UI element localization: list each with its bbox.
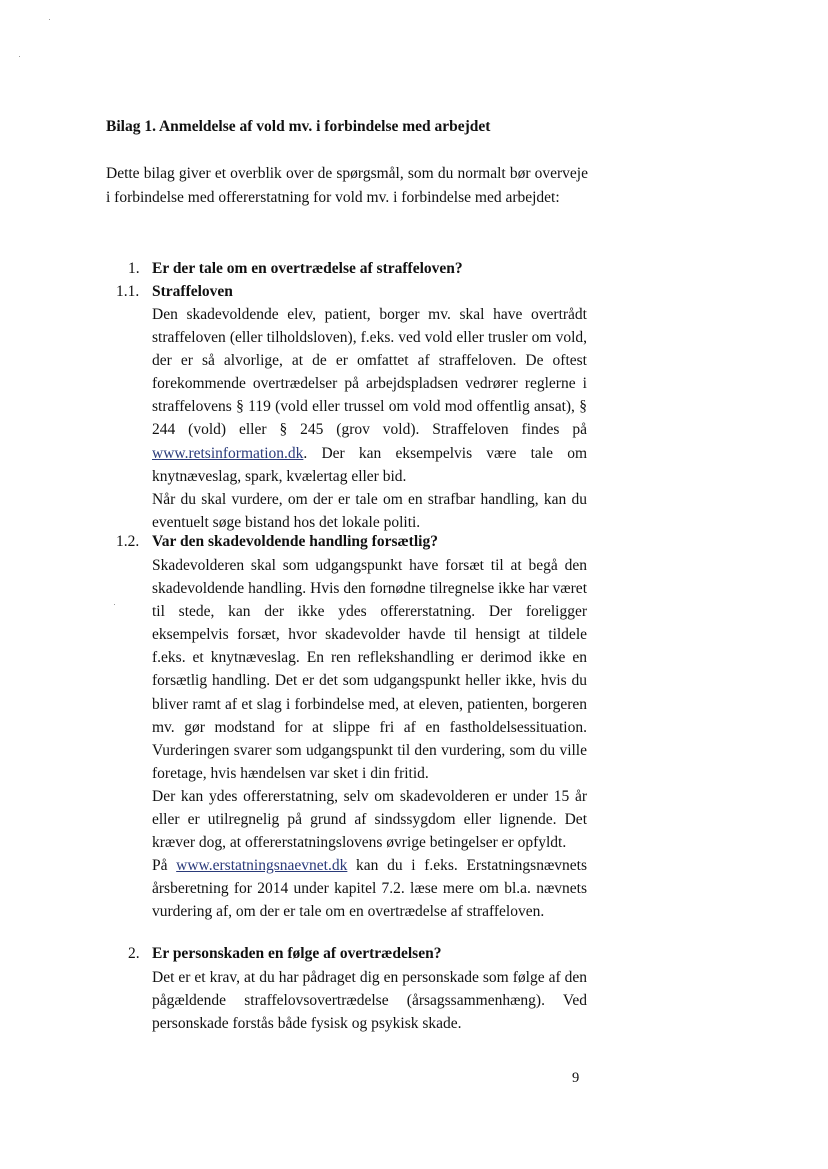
section-2-body	[152, 966, 587, 1035]
section-1-1-body	[152, 303, 587, 534]
section-2-heading: Er personskaden en følge af overtrædelsen?	[152, 945, 442, 962]
intro-paragraph: Dette bilag giver et overblik over de spørgsmål, som du normalt bør overveje i forbindelse med offererstatning for vold mv. i forbindelse med arbejdet:	[106, 165, 588, 206]
paragraph-text: På	[152, 857, 168, 875]
section-1-number: 1.	[128, 260, 140, 277]
scan-speck	[19, 56, 20, 57]
erstatningsnaevnet-link[interactable]: www.erstatningsnaevnet.dk	[176, 857, 348, 875]
section-1-2-heading: Var den skadevoldende handling forsætlig?	[152, 533, 438, 550]
section-2-number: 2.	[128, 945, 140, 962]
paragraph-text: Den skadevoldende elev, patient, borger mv. skal have overtrådt straffeloven (eller tilholdsloven), f.eks. ved vold eller trusler om vold, der er så alvorlige, at de er omfattet af straffeloven. De oftest forekommende overtrædelser på arbejdspladsen vedrører reglerne i straffelovens § 119 (vold eller trussel om vold mod offentlig ansat), § 244 (vold) eller § 245 (grov vold). Straffeloven findes på	[152, 306, 587, 439]
section-1-2-paragraph: Skadevolderen skal som udgangspunkt have forsæt til at begå den skadevoldende handling. Hvis den fornødne tilregnelse ikke har været til stede, kan der ikke ydes offererstatning. Der foreligger eksempelvis forsæt, hvor skadevolder havde til hensigt at tildele f.eks. et knytnæveslag. En ren reflekshandling er derimod ikke en forsætlig handling. Det er det som udgangspunkt heller ikke, hvis du bliver ramt af et slag i forbindelse med, at eleven, patienten, borgeren mv. gør modstand for at slippe fri af en fastholdelsessituation. Vurderingen svarer som udgangspunkt til den vurdering, som du ville foretage, hvis hændelsen var sket i din fritid.	[152, 557, 587, 782]
page-number: 9	[572, 1070, 580, 1086]
section-1-1-paragraph-2: Når du skal vurdere, om der er tale om en strafbar handling, kan du eventuelt søge bistand hos det lokale politi.	[152, 490, 587, 531]
section-1-1-heading: Straffeloven	[152, 283, 233, 300]
section-1-2-body	[152, 554, 587, 924]
section-1-1-number: 1.1.	[116, 283, 140, 300]
paragraph-text: kan du i f.eks. Erstatningsnævnets årsberetning for 2014 under kapitel 7.2. læse mere om bl.a. nævnets vurdering af, om der er tale om en overtrædelse af straffeloven.	[152, 857, 588, 921]
scan-speck	[114, 604, 115, 605]
section-1-heading: Er der tale om en overtrædelse af straffeloven?	[152, 260, 463, 277]
document-title: Bilag 1. Anmeldelse af vold mv. i forbindelse med arbejdet	[106, 118, 491, 135]
section-2-paragraph: Det er et krav, at du har pådraget dig en personskade som følge af den pågældende straffelovsovertrædelse (årsagssammenhæng). Ved personskade forstås både fysisk og psykisk skade.	[152, 969, 587, 1033]
section-1-2-number: 1.2.	[116, 533, 140, 550]
paragraph-text: . Der kan eksempelvis være tale om knytnæveslag, spark, kvælertag eller bid.	[152, 444, 587, 485]
section-1-2-paragraph-2: Der kan ydes offererstatning, selv om skadevolderen er under 15 år eller er utilregnelig på grund af sindssygdom eller lignende. Det kræver dog, at offererstatningslovens øvrige betingelser er opfyldt.	[152, 787, 587, 852]
section-1-2-paragraph-3	[152, 854, 587, 923]
section-1-1-paragraph	[152, 303, 587, 488]
scan-speck	[49, 19, 50, 20]
retsinformation-link[interactable]: www.retsinformation.dk	[152, 444, 304, 462]
